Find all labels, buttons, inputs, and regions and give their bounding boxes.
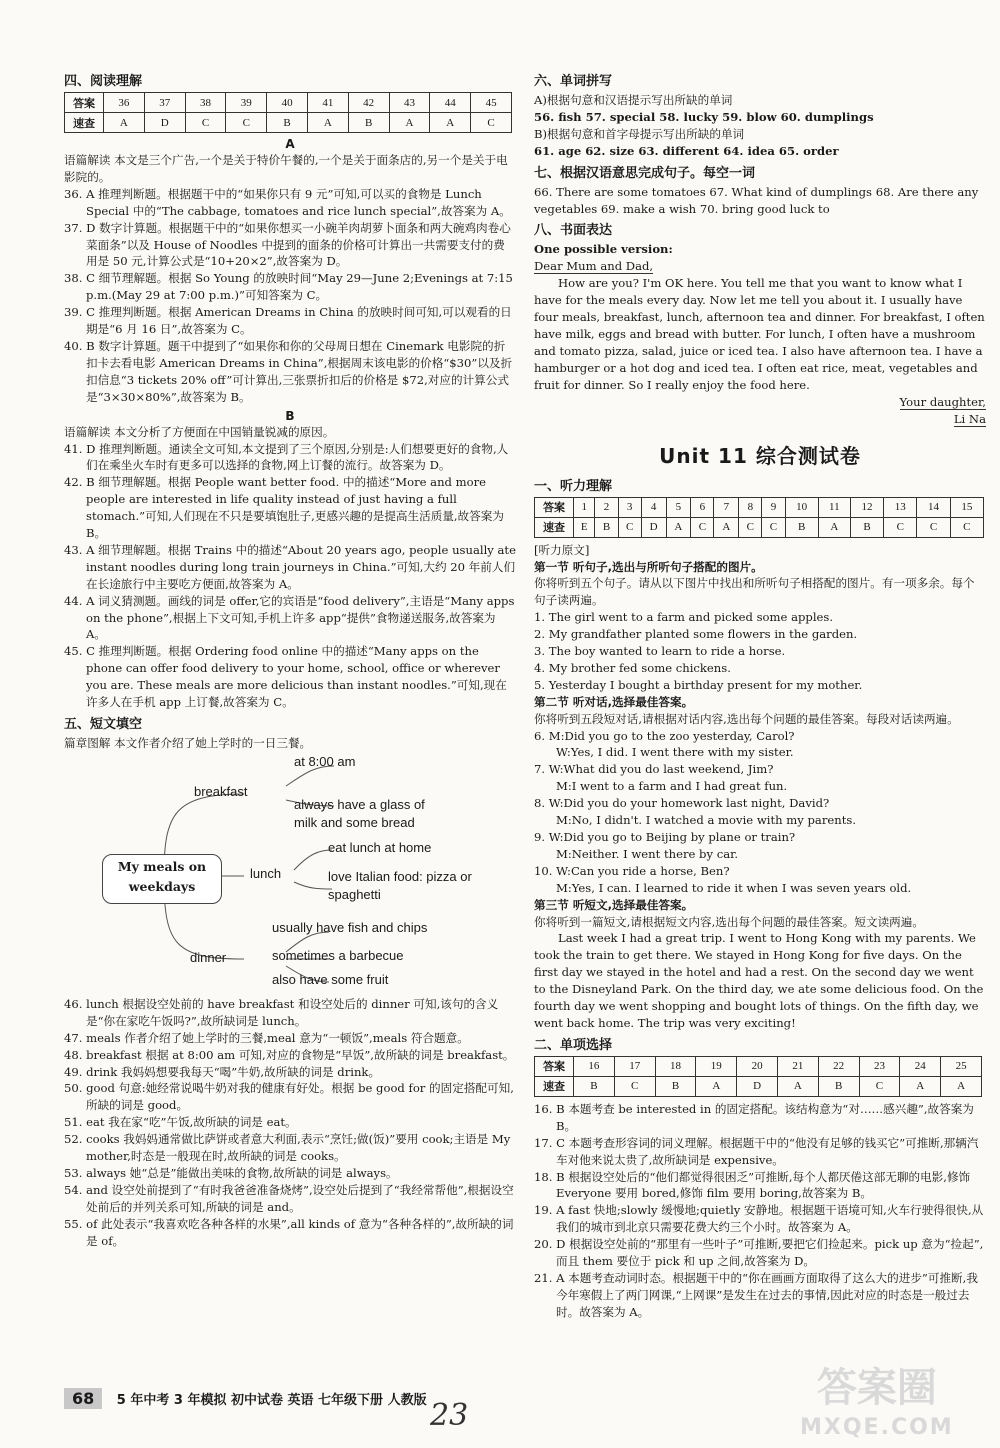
table-cell: C bbox=[618, 517, 641, 537]
mind-map-dinner-item-1: usually have fish and chips bbox=[272, 919, 428, 935]
signoff-text: Your daughter, bbox=[899, 394, 986, 409]
signature-text: Li Na bbox=[953, 411, 986, 426]
script-line: 1. The girl went to a farm and picked some apples. bbox=[534, 610, 834, 625]
table-cell: 14 bbox=[917, 497, 950, 517]
table-cell: C bbox=[859, 1076, 900, 1096]
passage-b-intro: 语篇解读 本文分析了方便面在中国销量锐减的原因。 bbox=[64, 424, 335, 439]
answer-item: 18. B 根据设空处后的“他们都觉得很困乏”可推断,每个人都厌倦这部无聊的电影,修饰 Everyone 要用 bored,修饰 film 要用 boring,故答案为 B。 bbox=[534, 1169, 971, 1201]
listening-part1-desc: 你将听到五个句子。请从以下图片中找出和所听句子相搭配的图片。有一项多余。每个句子读两遍。 bbox=[534, 576, 975, 608]
listening-passage: Last week I had a great trip. I went to Hong Kong with my parents. We took the train to get there. We stayed in Hong Kong for five days. On the first day we stayed in the hotel and had a rest. On the second day we went to the Disneyland Park. On the third day, we ate some delicious food. On the fourth day we went shopping and bought lots of things. On the fifth day, we went back home. The trip was very exciting! bbox=[534, 931, 984, 1030]
table-cell: 10 bbox=[785, 497, 818, 517]
table-cell: 39 bbox=[226, 93, 267, 113]
table-cell: D bbox=[737, 1076, 778, 1096]
letter-text: How are you? I'm OK here. You tell me that you want to know what I have for the meals every day. Now let me tell you about it. I usually have four meals, breakfast, lunch, afternoon tea and dinner. For breakfast, I often have milk, eggs and bread with butter. For lunch, I often have a mushroom and tomato pizza, salad, juice or iced tea. I also have afternoon tea. I have a hamburger or a hot dog and iced tea. I often eat rice, meat, vegetables and fruit for dinner. So I really enjoy the food here. bbox=[534, 276, 985, 392]
section-spelling-heading: 六、单词拼写 bbox=[534, 74, 613, 89]
table-cell: 21 bbox=[777, 1056, 818, 1076]
answer-item: 19. A fast 快地;slowly 缓慢地;quietly 安静地。根据题干语境可知,火车行驶得很快,从我们的城市到北京只需要花费大约三个小时。故答案为 A。 bbox=[534, 1203, 984, 1235]
letter-body bbox=[534, 275, 986, 393]
mind-map-center: My meals on weekdays bbox=[102, 854, 222, 904]
table-cell: B bbox=[785, 517, 818, 537]
table-cell: E bbox=[574, 517, 595, 537]
table-cell: C bbox=[226, 113, 267, 133]
table-cell: C bbox=[185, 113, 226, 133]
answer-item: 39. C 推理判断题。根据 American Dreams in China 的放映时间可知,可以观看的日期是“6 月 16 日”,故答案为 C。 bbox=[64, 305, 512, 337]
page-number: 68 bbox=[64, 1388, 102, 1409]
table-cell: 8 bbox=[739, 497, 762, 517]
watermark-url: MXQE.COM bbox=[800, 1415, 954, 1440]
mind-map-breakfast-item: always have a glass of milk and some bread bbox=[294, 796, 425, 830]
table-cell: 42 bbox=[348, 93, 389, 113]
table-cell: A bbox=[900, 1076, 941, 1096]
table-cell: A bbox=[777, 1076, 818, 1096]
mind-map-dinner: dinner bbox=[190, 949, 227, 965]
table-cell: B bbox=[655, 1076, 696, 1096]
table-row bbox=[535, 1056, 982, 1076]
table-cell: 43 bbox=[389, 93, 430, 113]
script-line: 3. The boy wanted to learn to ride a horse. bbox=[534, 644, 786, 659]
answer-item: 36. A 推理判断题。根据题干中的“如果你只有 9 元”可知,可以买的食物是 Lunch Special 中的“The cabbage, tomatoes and rice lunch special”,故答案为 A。 bbox=[64, 186, 511, 218]
answer-item: 41. D 推理判断题。通读全文可知,本文提到了三个原因,分别是:人们想要更好的食物,人们在乘坐火车时有更多可以选择的食物,网上订餐的流行。故答案为 D。 bbox=[64, 441, 509, 473]
table-cell: A bbox=[389, 113, 430, 133]
table-cell: 18 bbox=[655, 1056, 696, 1076]
table-cell: 3 bbox=[618, 497, 641, 517]
answer-item: 16. B 本题考查 be interested in 的固定搭配。该结构意为“对……感兴趣”,故答案为 B。 bbox=[534, 1101, 974, 1133]
listening-part2-desc: 你将听到五段短对话,请根据对话内容,选出每个问题的最佳答案。每段对话读两遍。 bbox=[534, 711, 959, 726]
table-cell: 速查 bbox=[535, 517, 574, 537]
letter-salutation bbox=[534, 258, 986, 275]
table-cell: 16 bbox=[574, 1056, 615, 1076]
spelling-a-answers: 56. fish 57. special 58. lucky 59. blow 60. dumplings bbox=[534, 109, 874, 124]
script-line: 5. Yesterday I bought a birthday present for my mother. bbox=[534, 677, 863, 692]
mind-map-breakfast: breakfast bbox=[194, 783, 248, 799]
page-footer bbox=[64, 1388, 584, 1409]
mind-map-lunch-item-1: eat lunch at home bbox=[328, 839, 432, 855]
table-row bbox=[535, 1076, 982, 1096]
section-writing-heading: 八、书面表达 bbox=[534, 223, 613, 239]
listening-part2-heading: 第二节 听对话,选择最佳答案。 bbox=[534, 694, 694, 709]
answer-item: 17. C 本题考查形容词的词义理解。根据题干中的“他没有足够的钱买它”可推断,那辆汽车对他来说太贵了,故所缺词是 expensive。 bbox=[534, 1135, 979, 1167]
table-cell: 15 bbox=[950, 497, 983, 517]
script-line: W:Yes, I did. I went there with my sister. bbox=[556, 745, 794, 760]
answer-item: 48. breakfast 根据 at 8:00 am 可知,对应的食物是“早饭”,故所缺的词是 breakfast。 bbox=[64, 1047, 515, 1062]
section-sentence-heading: 七、根据汉语意思完成句子。每空一词 bbox=[534, 165, 756, 181]
section-reading-heading: 四、阅读理解 bbox=[64, 74, 143, 89]
table-row bbox=[65, 113, 512, 133]
mind-map-lunch-item-2: love Italian food: pizza or spaghetti bbox=[328, 868, 472, 902]
passage-a-label: A bbox=[285, 137, 295, 151]
answer-item: 52. cooks 我妈妈通常做比萨饼或者意大利面,表示“烹饪;做(饭)”要用 cook;主语是 My mother,时态是一般现在时,故所缺的词是 cooks。 bbox=[64, 1132, 511, 1164]
answer-item: 40. B 数字计算题。题干中提到了“如果你和你的父母周日想在 Cinemark 电影院的折扣卡去看电影 American Dreams in China”,根据周末该电影的价格“$30”以及折扣信息“3 tickets 20% off”可计算出,三张票折扣后的价格是 $72,对应的计算公式是“3×30×80%”,故答案为 B。 bbox=[64, 338, 513, 404]
table-cell: A bbox=[714, 517, 739, 537]
table-cell: A bbox=[104, 113, 145, 133]
table-cell: 44 bbox=[430, 93, 471, 113]
table-cell: 19 bbox=[696, 1056, 737, 1076]
answer-item: 47. meals 作者介绍了她上学时的三餐,meal 意为“一顿饭”,meals 符合题意。 bbox=[64, 1030, 469, 1045]
script-line: M:No, I didn't. I watched a movie with my parents. bbox=[556, 813, 857, 828]
table-cell: 4 bbox=[641, 497, 666, 517]
answer-item: 37. D 数字计算题。根据题干中的“如果你想买一小碗羊肉胡萝卜面条和两大碗鸡肉卷心菜面条”以及 House of Noodles 中提到的面条的价格可计算出一共需要支付的费用是 50 元,计算公式是“10+20×2”,故答案为 D。 bbox=[64, 220, 511, 269]
answer-item: 51. eat 我在家“吃”午饭,故所缺的词是 eat。 bbox=[64, 1115, 297, 1130]
answer-table-16-25 bbox=[534, 1056, 982, 1097]
table-cell: 11 bbox=[818, 497, 850, 517]
mind-map-dinner-item-3: also have some fruit bbox=[272, 971, 389, 987]
table-cell: 23 bbox=[859, 1056, 900, 1076]
answer-item: 49. drink 我妈妈想要我每天“喝”牛奶,故所缺的词是 drink。 bbox=[64, 1064, 381, 1079]
table-row bbox=[535, 497, 984, 517]
table-cell: A bbox=[696, 1076, 737, 1096]
unit-title: Unit 11 综合测试卷 bbox=[659, 443, 861, 468]
script-line: 9. W:Did you go to Beijing by plane or train? bbox=[534, 830, 796, 844]
script-line: 8. W:Did you do your homework last night, David? bbox=[534, 796, 830, 811]
table-cell: 9 bbox=[762, 497, 785, 517]
table-cell: 38 bbox=[185, 93, 226, 113]
table-cell: A bbox=[666, 517, 691, 537]
salutation-text: Dear Mum and Dad, bbox=[534, 259, 654, 274]
table-cell: 7 bbox=[714, 497, 739, 517]
answer-item: 55. of 此处表示“我喜欢吃各种各样的水果”,all kinds of 意为“各种各样的”,故所缺的词是 of。 bbox=[64, 1216, 514, 1248]
answer-item: 45. C 推理判断题。根据 Ordering food online 中的描述“Many apps on the phone can offer food delivery to your home, school, office or wherever you are. These meals are more delicious than instant noodles.”可知,现在许多人在手机 app 上订餐,故答案为 C。 bbox=[64, 644, 507, 710]
section-choice-heading: 二、单项选择 bbox=[534, 1037, 613, 1053]
handwritten-number: 23 bbox=[430, 1398, 469, 1433]
spelling-b-answers: 61. age 62. size 63. different 64. idea 65. order bbox=[534, 143, 839, 158]
table-cell: 25 bbox=[941, 1056, 982, 1076]
table-cell: 答案 bbox=[65, 93, 104, 113]
table-cell: 17 bbox=[614, 1056, 655, 1076]
table-cell: A bbox=[818, 517, 850, 537]
spelling-b-instruction: B)根据句意和首字母提示写出所缺的单词 bbox=[534, 126, 745, 141]
table-cell: C bbox=[950, 517, 983, 537]
table-cell: 答案 bbox=[535, 1056, 574, 1076]
mind-map-lunch: lunch bbox=[250, 865, 282, 881]
writing-version-label: One possible version: bbox=[534, 242, 673, 257]
table-cell: B bbox=[267, 113, 308, 133]
table-cell: C bbox=[691, 517, 714, 537]
table-cell: B bbox=[595, 517, 618, 537]
table-cell: 答案 bbox=[535, 497, 574, 517]
answer-item: 53. always 她“总是”能做出美味的食物,故所缺的词是 always。 bbox=[64, 1165, 398, 1180]
letter-signature bbox=[534, 411, 986, 428]
answer-table-1-15 bbox=[534, 497, 984, 538]
table-cell: C bbox=[471, 113, 512, 133]
table-cell: B bbox=[348, 113, 389, 133]
listening-part3-desc: 你将听到一篇短文,请根据短文内容,选出每个问题的最佳答案。短文读两遍。 bbox=[534, 914, 924, 929]
table-cell: 2 bbox=[595, 497, 618, 517]
listening-part1-heading: 第一节 听句子,选出与所听句子搭配的图片。 bbox=[534, 559, 763, 574]
table-cell: D bbox=[144, 113, 185, 133]
script-line: M:Yes, I can. I learned to ride it when I was seven years old. bbox=[556, 880, 912, 895]
script-line: 6. M:Did you go to the zoo yesterday, Carol? bbox=[534, 728, 795, 743]
script-line: 2. My grandfather planted some flowers in the garden. bbox=[534, 627, 858, 642]
table-cell: 20 bbox=[737, 1056, 778, 1076]
listening-script-label: [听力原文] bbox=[534, 542, 590, 557]
table-cell: 24 bbox=[900, 1056, 941, 1076]
watermark-logo bbox=[800, 1365, 954, 1448]
answer-item: 54. and 设空处前提到了“有时我爸爸准备烧烤”,设空处后提到了“我经常帮他”,根据设空处前后的并列关系可知,所缺的词是 and。 bbox=[64, 1182, 514, 1214]
script-line: 7. W:What did you do last weekend, Jim? bbox=[534, 762, 774, 777]
table-cell: B bbox=[818, 1076, 859, 1096]
listening-part3-heading: 第三节 听短文,选择最佳答案。 bbox=[534, 897, 694, 912]
letter-signoff bbox=[534, 394, 986, 411]
table-cell: 45 bbox=[471, 93, 512, 113]
table-cell: C bbox=[614, 1076, 655, 1096]
table-cell: 速查 bbox=[535, 1076, 574, 1096]
table-cell: 37 bbox=[144, 93, 185, 113]
table-cell: 36 bbox=[104, 93, 145, 113]
table-cell: 41 bbox=[307, 93, 348, 113]
script-line: 10. W:Can you ride a horse, Ben? bbox=[534, 863, 730, 878]
table-cell: C bbox=[762, 517, 785, 537]
answer-table-36-45 bbox=[64, 92, 512, 133]
answer-item: 42. B 细节理解题。根据 People want better food. 中的描述“More and more people are interested in life quality instead of just having a full stomach.”可知,人们现在不只是要填饱肚子,更感兴趣的是提高生活质量,故答案为 B。 bbox=[64, 475, 504, 541]
table-cell: 5 bbox=[666, 497, 691, 517]
table-cell: B bbox=[574, 1076, 615, 1096]
answer-item: 50. good 句意:她经常说喝牛奶对我的健康有好处。根据 be good for 的固定搭配可知,所缺的词是 good。 bbox=[64, 1081, 514, 1113]
spelling-a-instruction: A)根据句意和汉语提示写出所缺的单词 bbox=[534, 93, 733, 107]
table-cell: 速查 bbox=[65, 113, 104, 133]
table-cell: 40 bbox=[267, 93, 308, 113]
table-cell: A bbox=[307, 113, 348, 133]
script-line: 4. My brother fed some chickens. bbox=[534, 660, 731, 675]
section-listening-heading: 一、听力理解 bbox=[534, 478, 613, 494]
right-column bbox=[534, 68, 986, 1321]
table-cell: A bbox=[430, 113, 471, 133]
cloze-intro: 篇章图解 本文作者介绍了她上学时的一日三餐。 bbox=[64, 736, 312, 750]
answer-item: 38. C 细节理解题。根据 So Young 的放映时间“May 29—June 2;Evenings at 7:15 p.m.(May 29 at 7:00 p.m.)”可知答案为 C。 bbox=[64, 271, 513, 303]
section-cloze-heading: 五、短文填空 bbox=[64, 717, 143, 732]
book-title: 5 年中考 3 年模拟 初中试卷 英语 七年级下册 人教版 bbox=[116, 1393, 427, 1408]
table-cell: C bbox=[739, 517, 762, 537]
table-cell: B bbox=[850, 517, 883, 537]
table-cell: A bbox=[941, 1076, 982, 1096]
table-cell: 13 bbox=[884, 497, 917, 517]
passage-a-intro: 语篇解读 本文是三个广告,一个是关于特价午餐的,一个是关于面条店的,另一个是关于电影院的。 bbox=[64, 153, 508, 184]
sentence-answers: 66. There are some tomatoes 67. What kind of dumplings 68. Are there any vegetables 69. make a wish 70. bring good luck to bbox=[534, 184, 979, 216]
table-row bbox=[535, 517, 984, 537]
left-column bbox=[64, 68, 516, 1250]
table-cell: D bbox=[641, 517, 666, 537]
answer-item: 44. A 词义猜测题。画线的词是 offer,它的宾语是“food delivery”,主语是“Many apps on the phone”,根据上下文可知,手机上许多 app“提供”食物递送服务,故答案为 A。 bbox=[64, 593, 515, 642]
script-line: M:Neither. I went there by car. bbox=[556, 846, 739, 861]
table-cell: 12 bbox=[850, 497, 883, 517]
mind-map-breakfast-time: at 8:00 am bbox=[294, 753, 356, 769]
table-cell: C bbox=[884, 517, 917, 537]
passage-b-label: B bbox=[285, 408, 295, 423]
answer-item: 21. A 本题考查动词时态。根据题干中的“你在画画方面取得了这么大的进步”可推断,我今年寒假上了两门网课,“上网课”是发生在过去的事情,因此对应的时态是一般过去时。故答案为 A。 bbox=[534, 1270, 978, 1319]
mind-map bbox=[64, 754, 516, 992]
table-cell: 22 bbox=[818, 1056, 859, 1076]
table-cell: 6 bbox=[691, 497, 714, 517]
answer-item: 46. lunch 根据设空处前的 have breakfast 和设空处后的 dinner 可知,该句的含义是“你在家吃午饭吗?”,故所缺词是 lunch。 bbox=[64, 996, 499, 1028]
table-row bbox=[65, 93, 512, 113]
script-line: M:I went to a farm and I had great fun. bbox=[556, 779, 788, 794]
mind-map-dinner-item-2: sometimes a barbecue bbox=[272, 947, 404, 963]
table-cell: 1 bbox=[574, 497, 595, 517]
answer-item: 20. D 根据设空处前的“那里有一些叶子”可推断,要把它们捡起来。pick up 意为“捡起”,而且 them 要位于 pick 和 up 之间,故答案为 D。 bbox=[534, 1237, 984, 1269]
table-cell: C bbox=[917, 517, 950, 537]
watermark-text: 答案圈 bbox=[816, 1365, 937, 1411]
answer-item: 43. A 细节理解题。根据 Trains 中的描述“About 20 years ago, people usually ate instant noodles during long train journeys in China.”可知,大约 20 年前人们在长途旅行中主要吃方便面,故答案为 A。 bbox=[64, 542, 516, 591]
